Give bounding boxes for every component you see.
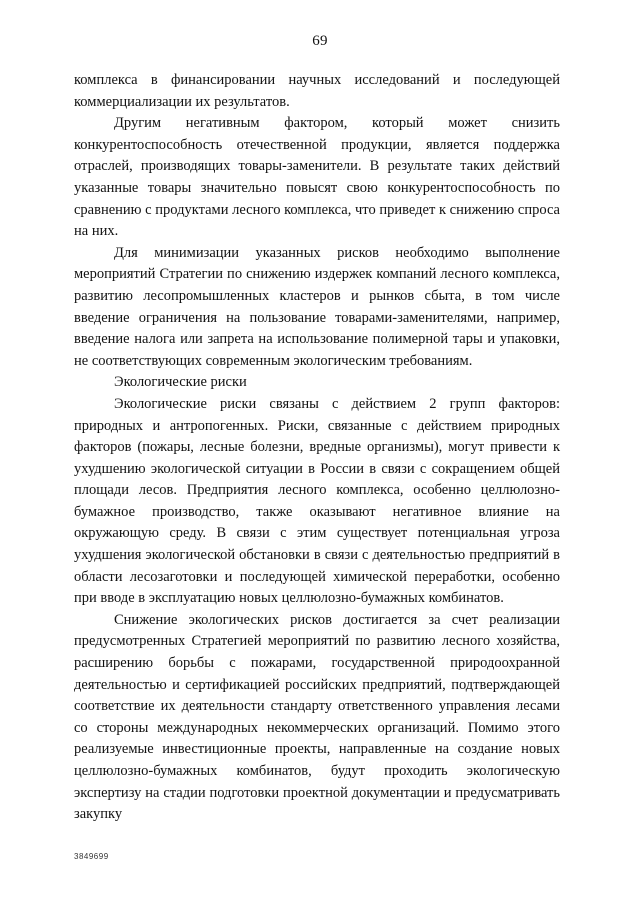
section-title: Экологические риски [114, 374, 247, 391]
paragraph-continued: комплекса в финансировании научных исследований и последующей коммерциализации их результатов. [74, 72, 560, 110]
paragraph: Снижение экологических рисков достигается за счет реализации предусмотренных Стратегией мероприятий по развитию лесного хозяйства, расширению борьбы с пожарами, государственной природоохранной деятельностью и сертификацией российских предприятий, подтверждающей соответствие их деятельности стандарту ответственного управления лесами со стороны международных некоммерческих организаций. Помимо этого реализуемые инвестиционные проекты, направленные на создание новых целлюлозно-бумажных комбинатов, будут проходить экологическую экспертизу на стадии подготовки проектной документации и предусматривать закупку [74, 611, 560, 823]
document-code: 3849699 [74, 852, 109, 861]
page-number: 69 [312, 33, 328, 49]
paragraph: Другим негативным фактором, который может снизить конкурентоспособность отечественной продукции, является поддержка отраслей, производящих товары-заменители. В результате таких действий указанные товары значительно повысят свою конкурентоспособность по сравнению с продуктами лесного комплекса, что приведет к снижению спроса на них. [74, 115, 560, 240]
paragraph: Экологические риски связаны с действием 2 групп факторов: природных и антропогенных. Риски, связанные с действием природных факторов (пожары, лесные болезни, вредные организмы), могут привести к ухудшению экологической ситуации в России в связи с сокращением общей площади лесов. Предприятия лесного комплекса, особенно целлюлозно-бумажное производство, также оказывают негативное влияние на окружающую среду. В связи с этим существует потенциальная угроза ухудшения экологической обстановки в связи с деятельностью предприятий в области лесозаготовки и последующей химической переработки, особенно при вводе в эксплуатацию новых целлюлозно-бумажных комбинатов. [74, 395, 560, 607]
body-text [74, 70, 560, 826]
paragraph: Для минимизации указанных рисков необходимо выполнение мероприятий Стратегии по снижению издержек компаний лесного комплекса, развитию лесопромышленных кластеров и рынков сбыта, в том числе введение ограничения на пользование товарами-заменителями, например, введение налога или запрета на использование полимерной тары и упаковки, не соответствующих современным экологическим требованиям. [74, 244, 560, 369]
